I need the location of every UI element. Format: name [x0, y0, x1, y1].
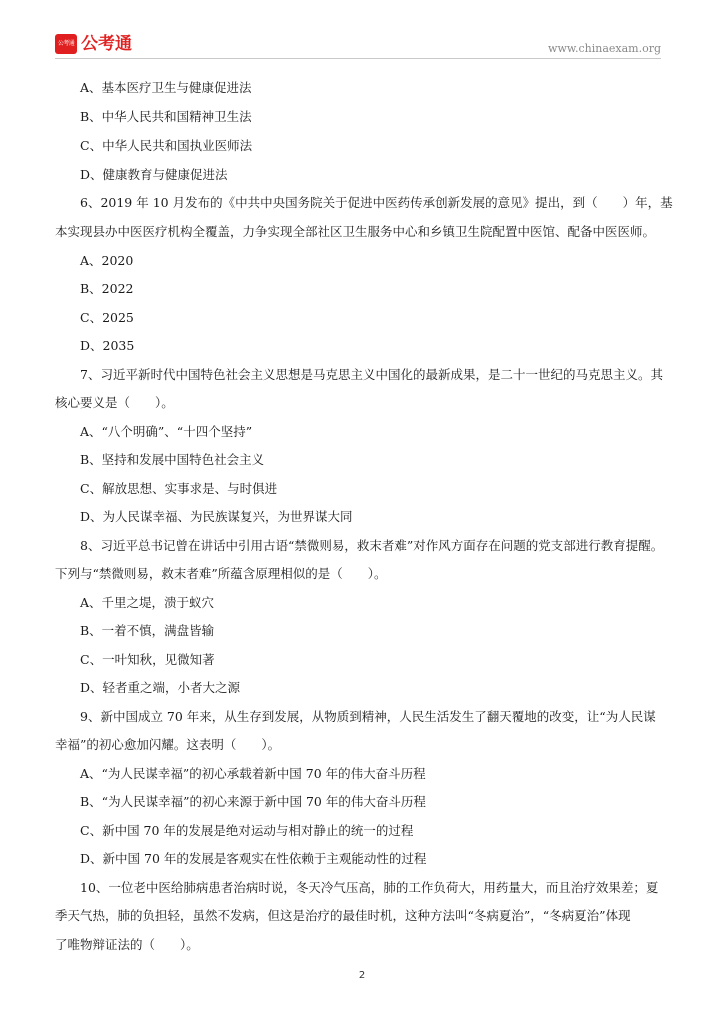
option-d-q6: D、2035 [80, 338, 135, 353]
option-b-q9: B、“为人民谋幸福”的初心来源于新中国 70 年的伟大奋斗历程 [80, 794, 426, 809]
question-6-stem-cont: 本实现县办中医医疗机构全覆盖，力争实现全部社区卫生服务中心和乡镇卫生院配置中医馆、配备中医医师。 [55, 224, 656, 239]
question-10-stem-cont: 季天气热，肺的负担轻，虽然不发病，但这是治疗的最佳时机，这种方法叫“冬病夏治”，“冬病夏治”体现 [55, 908, 631, 923]
option-d-q7: D、为人民谋幸福、为民族谋复兴，为世界谋大同 [80, 509, 353, 524]
option-a-q9: A、“为人民谋幸福”的初心承载着新中国 70 年的伟大奋斗历程 [80, 766, 426, 781]
option-c-q5: C、中华人民共和国执业医师法 [80, 138, 253, 153]
option-d-q9: D、新中国 70 年的发展是客观实在性依赖于主观能动性的过程 [80, 851, 427, 866]
option-b-q5: B、中华人民共和国精神卫生法 [80, 109, 252, 124]
option-b-q6: B、2022 [80, 281, 134, 296]
question-10-stem: 10、一位老中医给肺病患者治病时说，冬天冷气压高，肺的工作负荷大，用药量大，而且治疗效果差；夏 [80, 880, 659, 895]
question-9-stem-cont: 幸福”的初心愈加闪耀。这表明（ ）。 [55, 737, 281, 752]
site-url[interactable]: www.chinaexam.org [548, 42, 661, 55]
option-c-q8: C、一叶知秋，见微知著 [80, 652, 215, 667]
option-b-q7: B、坚持和发展中国特色社会主义 [80, 452, 265, 467]
logo-text: 公考通 [81, 34, 132, 54]
option-d-q8: D、轻者重之端，小者大之源 [80, 680, 241, 695]
logo-icon: 公考通 [55, 34, 77, 54]
option-a-q6: A、2020 [80, 253, 134, 268]
question-8-stem: 8、习近平总书记曾在讲话中引用古语“禁微则易，救末者难”对作风方面存在问题的党支部进行教育提醒。 [80, 538, 664, 553]
option-b-q8: B、一着不慎，满盘皆输 [80, 623, 215, 638]
question-9-stem: 9、新中国成立 70 年来，从生存到发展，从物质到精神，人民生活发生了翻天覆地的改变，让“为人民谋 [80, 709, 656, 724]
brand-logo[interactable] [55, 34, 132, 54]
question-10-stem-cont-2: 了唯物辩证法的（ ）。 [55, 937, 199, 952]
question-7-stem-cont: 核心要义是（ ）。 [55, 395, 174, 410]
option-c-q6: C、2025 [80, 310, 134, 325]
option-a-q5: A、基本医疗卫生与健康促进法 [80, 80, 252, 95]
option-c-q9: C、新中国 70 年的发展是绝对运动与相对静止的统一的过程 [80, 823, 414, 838]
option-d-q5: D、健康教育与健康促进法 [80, 167, 228, 182]
page-number: 2 [358, 970, 366, 981]
question-8-stem-cont: 下列与“禁微则易，救末者难”所蕴含原理相似的是（ ）。 [55, 566, 387, 581]
option-a-q7: A、“八个明确”、“十四个坚持” [80, 424, 253, 439]
question-7-stem: 7、习近平新时代中国特色社会主义思想是马克思主义中国化的最新成果，是二十一世纪的马克思主义。其 [80, 367, 663, 382]
page-header [55, 34, 661, 58]
question-6-stem: 6、2019 年 10 月发布的《中共中央国务院关于促进中医药传承创新发展的意见》提出，到（ ）年，基 [80, 195, 673, 210]
option-c-q7: C、解放思想、实事求是、与时俱进 [80, 481, 278, 496]
option-a-q8: A、千里之堤，溃于蚁穴 [80, 595, 215, 610]
header-divider [55, 58, 661, 59]
